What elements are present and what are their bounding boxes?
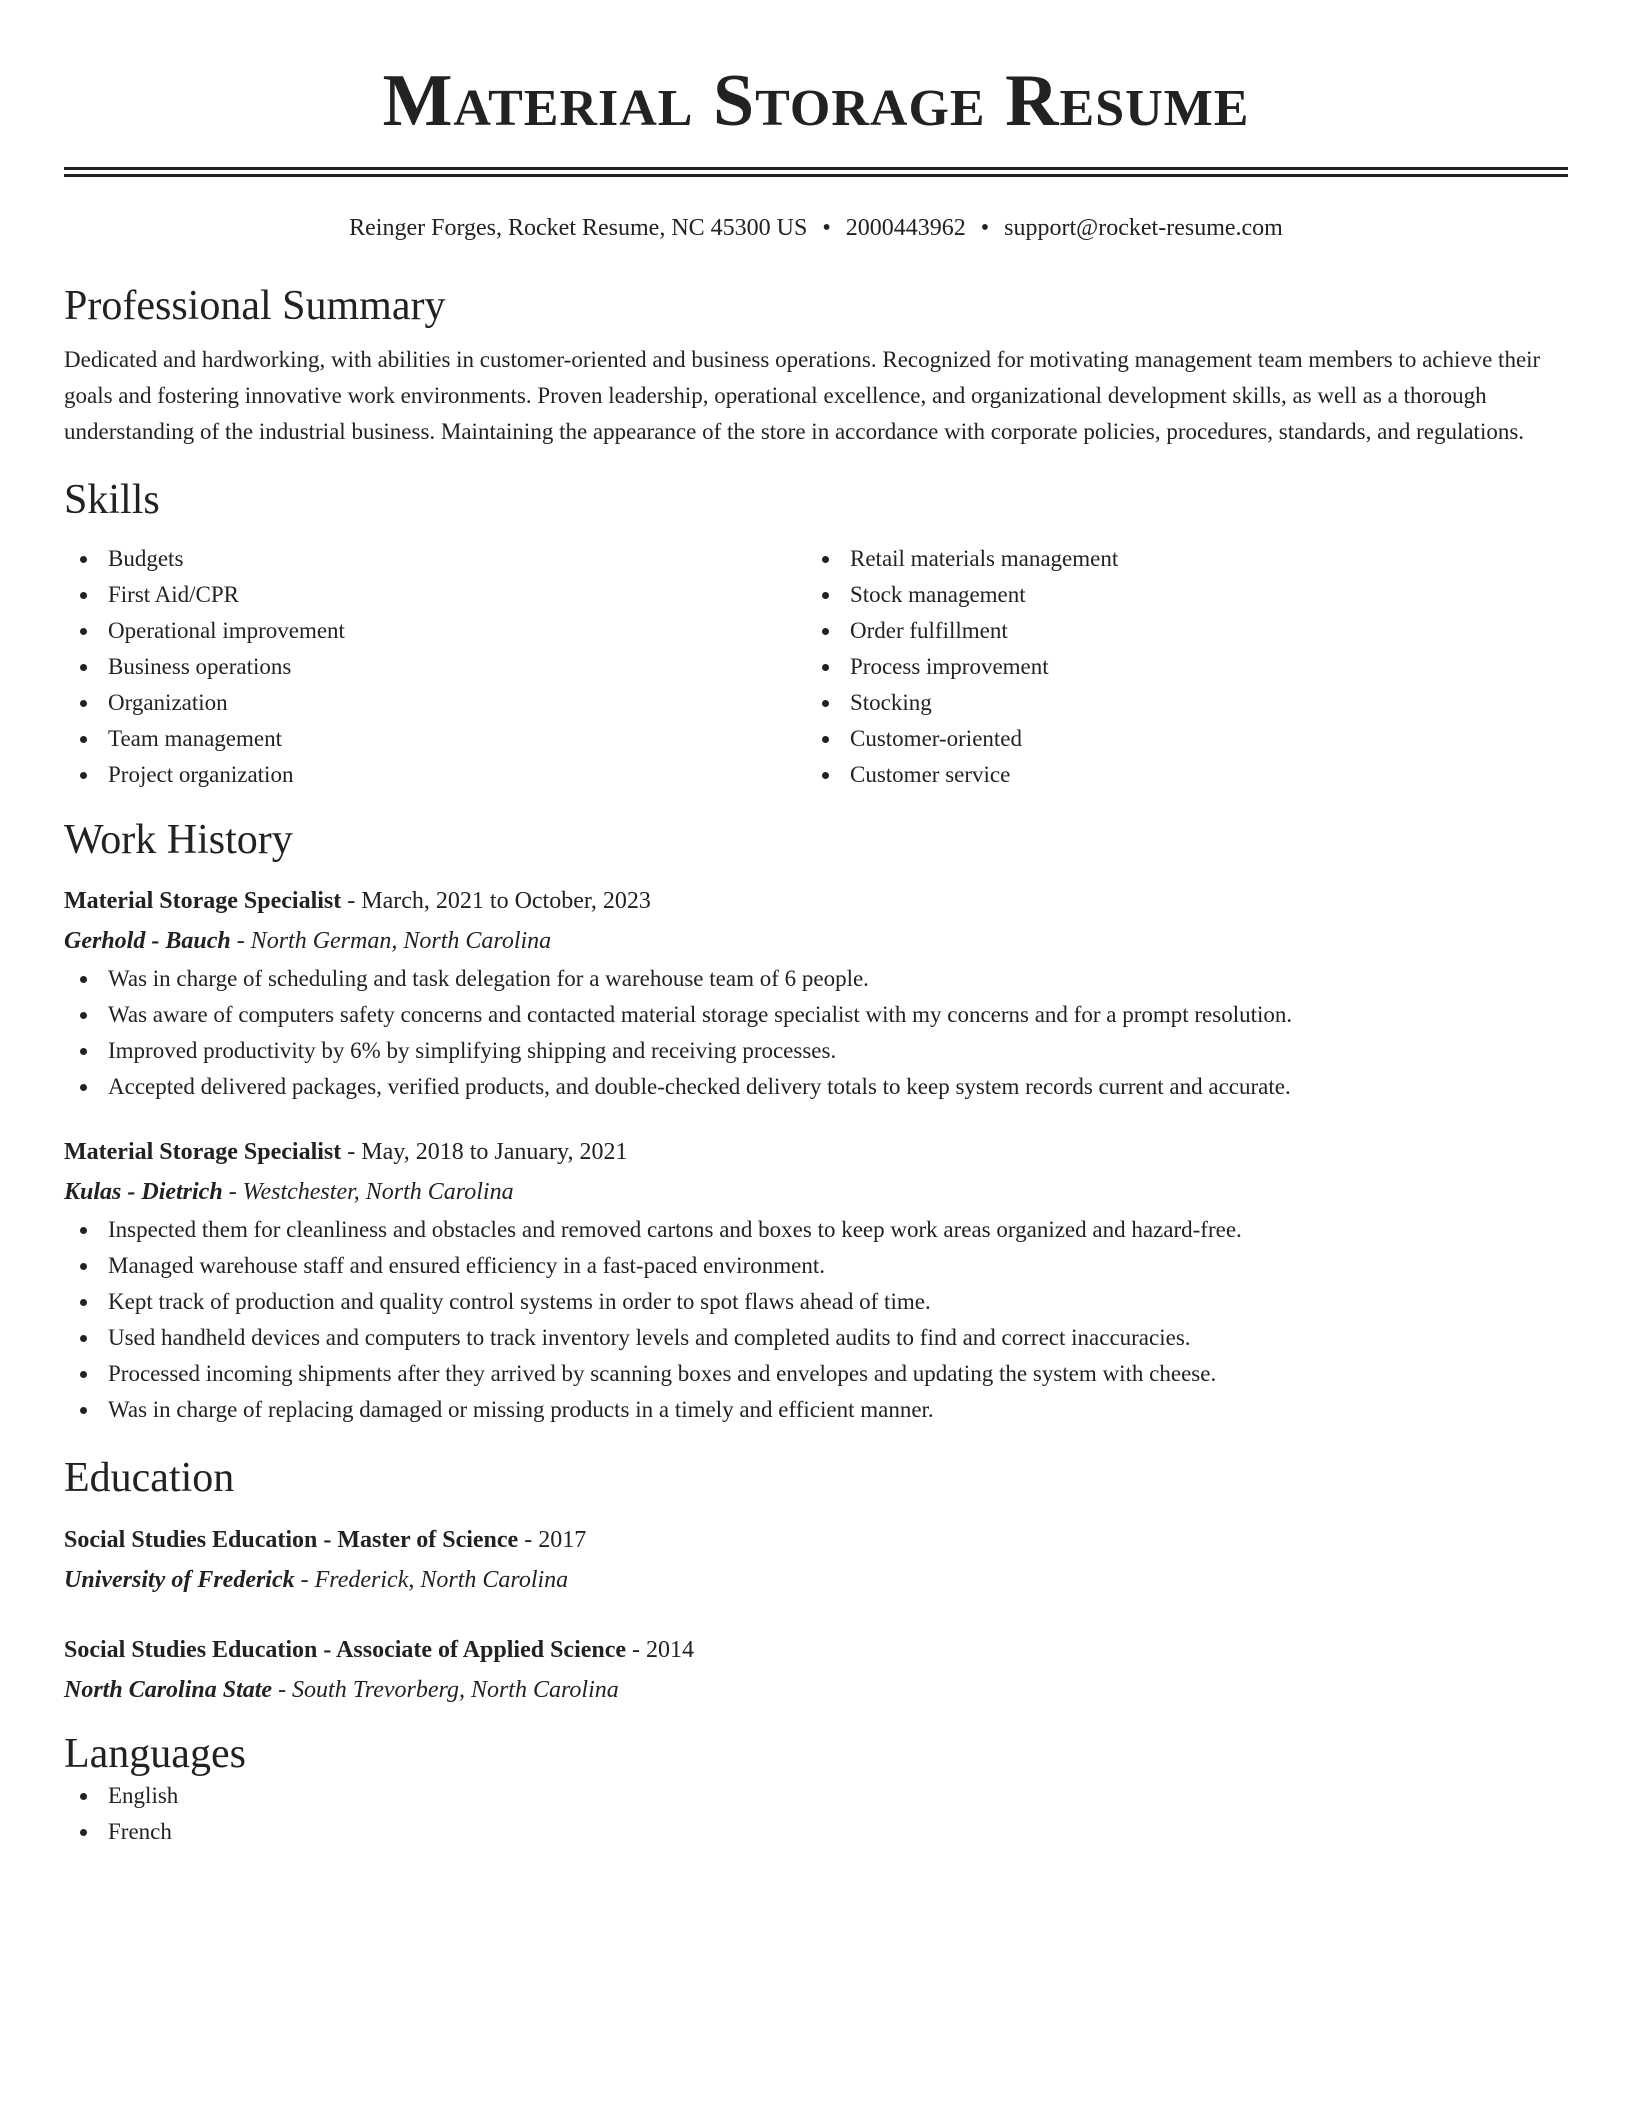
education-header bbox=[64, 1520, 1568, 1560]
education-entry bbox=[64, 1630, 1568, 1710]
skill-item: Order fulfillment bbox=[806, 613, 1548, 649]
skill-item: Business operations bbox=[64, 649, 806, 685]
skill-item: Customer-oriented bbox=[806, 721, 1548, 757]
job-dates: - March, 2021 to October, 2023 bbox=[341, 888, 651, 914]
contact-email: support@rocket-resume.com bbox=[1004, 215, 1283, 241]
skill-item: Process improvement bbox=[806, 649, 1548, 685]
job-entry bbox=[64, 1132, 1568, 1428]
job-duty: Accepted delivered packages, verified products, and double-checked delivery totals to keep system records current and accurate. bbox=[64, 1069, 1568, 1105]
skills-heading: Skills bbox=[64, 477, 160, 523]
job-employer bbox=[64, 1172, 1568, 1212]
job-duty: Kept track of production and quality control systems in order to spot flaws ahead of time. bbox=[64, 1284, 1568, 1320]
education-heading: Education bbox=[64, 1455, 235, 1501]
job-duty: Improved productivity by 6% by simplifying shipping and receiving processes. bbox=[64, 1033, 1568, 1069]
job-entry bbox=[64, 881, 1568, 1105]
skill-item: Operational improvement bbox=[64, 613, 806, 649]
job-duty: Managed warehouse staff and ensured efficiency in a fast-paced environment. bbox=[64, 1248, 1568, 1284]
graduation-year: - 2014 bbox=[626, 1637, 695, 1663]
job-duties-list bbox=[64, 961, 1568, 1105]
school-location: - Frederick, North Carolina bbox=[294, 1567, 569, 1593]
skills-column-left bbox=[64, 541, 806, 793]
degree-name: Social Studies Education - Associate of Applied Science bbox=[64, 1637, 627, 1663]
job-header bbox=[64, 881, 1568, 921]
work-history-heading: Work History bbox=[64, 817, 293, 863]
job-duty: Was in charge of scheduling and task delegation for a warehouse team of 6 people. bbox=[64, 961, 1568, 997]
company-name: Gerhold - Bauch bbox=[64, 928, 231, 954]
job-header bbox=[64, 1132, 1568, 1172]
job-title: Material Storage Specialist bbox=[64, 1139, 342, 1165]
divider-line-top bbox=[64, 167, 1568, 170]
graduation-year: - 2017 bbox=[518, 1527, 587, 1553]
contact-info bbox=[64, 213, 1568, 243]
job-location: - Westchester, North Carolina bbox=[222, 1179, 514, 1205]
summary-heading: Professional Summary bbox=[64, 283, 446, 329]
company-name: Kulas - Dietrich bbox=[64, 1179, 223, 1205]
job-dates: - May, 2018 to January, 2021 bbox=[341, 1139, 628, 1165]
skill-item: Retail materials management bbox=[806, 541, 1548, 577]
skill-item: Stock management bbox=[806, 577, 1548, 613]
job-title: Material Storage Specialist bbox=[64, 888, 342, 914]
contact-address: Reinger Forges, Rocket Resume, NC 45300 US bbox=[349, 215, 808, 241]
skills-list-right bbox=[806, 541, 1548, 793]
job-location: - North German, North Carolina bbox=[230, 928, 552, 954]
summary-text: Dedicated and hardworking, with abilities in customer-oriented and business operations. Recognized for motivating management team members to achieve their goals and fostering innovative work environments. Proven leadership, operational excellence, and organizational development skills, as well as a thorough understanding of the industrial business. Maintaining the appearance of the store in accordance with corporate policies, procedures, standards, and regulations. bbox=[64, 347, 1541, 444]
skill-item: Organization bbox=[64, 685, 806, 721]
education-school bbox=[64, 1560, 1568, 1600]
job-duty: Was aware of computers safety concerns and contacted material storage specialist with my concerns and for a prompt resolution. bbox=[64, 997, 1568, 1033]
job-duties-list bbox=[64, 1212, 1568, 1428]
degree-name: Social Studies Education - Master of Science bbox=[64, 1527, 519, 1553]
job-duty: Was in charge of replacing damaged or missing products in a timely and efficient manner. bbox=[64, 1392, 1568, 1428]
contact-separator: • bbox=[822, 215, 831, 241]
skill-item: Stocking bbox=[806, 685, 1548, 721]
job-employer bbox=[64, 921, 1568, 961]
job-duty: Used handheld devices and computers to track inventory levels and completed audits to find and correct inaccuracies. bbox=[64, 1320, 1568, 1356]
school-name: North Carolina State bbox=[64, 1677, 273, 1703]
language-item: French bbox=[64, 1814, 1568, 1850]
title-divider bbox=[64, 167, 1568, 177]
education-entry bbox=[64, 1520, 1568, 1600]
skills-list-left bbox=[64, 541, 806, 793]
skill-item: Budgets bbox=[64, 541, 806, 577]
divider-line-bottom bbox=[64, 174, 1568, 177]
job-duty: Processed incoming shipments after they arrived by scanning boxes and envelopes and updating the system with cheese. bbox=[64, 1356, 1568, 1392]
skill-item: Project organization bbox=[64, 757, 806, 793]
document-title: Material Storage Resume bbox=[382, 60, 1250, 142]
skill-item: Team management bbox=[64, 721, 806, 757]
skills-column-right bbox=[806, 541, 1548, 793]
education-school bbox=[64, 1670, 1568, 1710]
resume-page bbox=[64, 0, 1568, 1850]
skill-item: Customer service bbox=[806, 757, 1548, 793]
contact-phone: 2000443962 bbox=[845, 215, 966, 241]
school-location: - South Trevorberg, North Carolina bbox=[272, 1677, 619, 1703]
contact-separator: • bbox=[980, 215, 990, 241]
skill-item: First Aid/CPR bbox=[64, 577, 806, 613]
skills-grid bbox=[64, 541, 1568, 793]
education-header bbox=[64, 1630, 1568, 1670]
languages-heading: Languages bbox=[64, 1731, 246, 1777]
job-duty: Inspected them for cleanliness and obstacles and removed cartons and boxes to keep work areas organized and hazard-free. bbox=[64, 1212, 1568, 1248]
languages-list bbox=[64, 1778, 1568, 1850]
school-name: University of Frederick bbox=[64, 1567, 295, 1593]
language-item: English bbox=[64, 1778, 1568, 1814]
